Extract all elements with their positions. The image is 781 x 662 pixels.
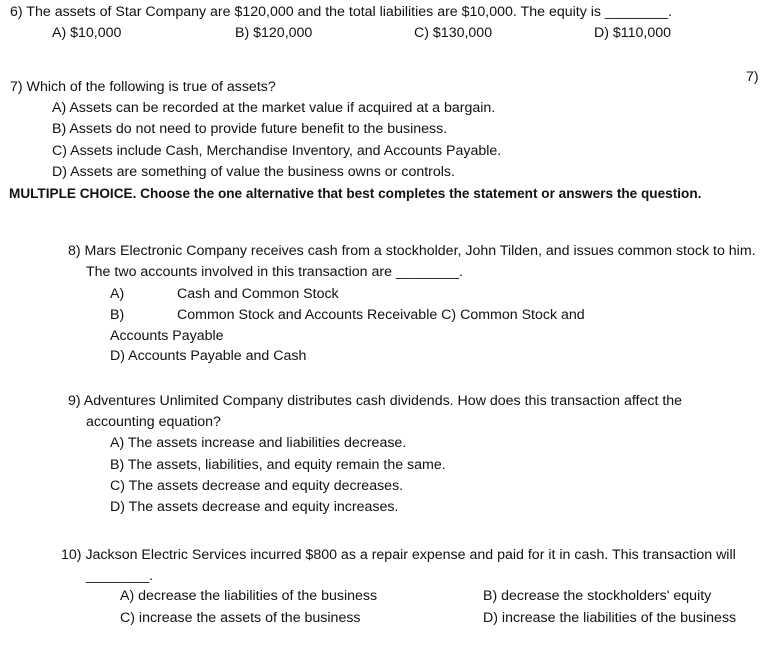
q8-option-b-continuation: Accounts Payable xyxy=(110,328,224,344)
q6-option-c: C) $130,000 xyxy=(414,25,493,41)
q10-stem-line2: ________. xyxy=(86,568,154,584)
q8-option-b-label: B) xyxy=(110,307,125,323)
q10-option-b: B) decrease the stockholders' equity xyxy=(483,588,712,604)
q9-option-d: D) The assets decrease and equity increases. xyxy=(110,499,399,515)
q7-stem: 7) Which of the following is true of assets? xyxy=(10,79,276,95)
q10-option-d: D) increase the liabilities of the business xyxy=(483,610,737,626)
q8-option-b-text: Common Stock and Accounts Receivable C) Common Stock and xyxy=(177,307,585,323)
q6-option-a: A) $10,000 xyxy=(52,25,122,41)
q7-option-c: C) Assets include Cash, Merchandise Inventory, and Accounts Payable. xyxy=(52,143,502,159)
q9-option-a: A) The assets increase and liabilities decrease. xyxy=(110,435,407,451)
q6-option-b: B) $120,000 xyxy=(235,25,313,41)
margin-question-number: 7) xyxy=(746,69,759,85)
q8-option-a-label: A) xyxy=(110,286,125,302)
q8-option-a-text: Cash and Common Stock xyxy=(177,286,339,302)
q6-option-d: D) $110,000 xyxy=(594,25,672,41)
q7-option-b: B) Assets do not need to provide future benefit to the business. xyxy=(52,121,448,137)
q9-option-b: B) The assets, liabilities, and equity remain the same. xyxy=(110,457,446,473)
q10-option-c: C) increase the assets of the business xyxy=(120,610,361,626)
q9-stem-line1: 9) Adventures Unlimited Company distributes cash dividends. How does this transaction affect the xyxy=(68,393,683,409)
q8-stem-line2: The two accounts involved in this transaction are ________. xyxy=(86,264,463,280)
q8-stem-line1: 8) Mars Electronic Company receives cash from a stockholder, John Tilden, and issues common stock to him. xyxy=(68,243,756,259)
q10-stem-line1: 10) Jackson Electric Services incurred $800 as a repair expense and paid for it in cash. This transaction will xyxy=(61,547,736,563)
q8-option-d: D) Accounts Payable and Cash xyxy=(110,348,307,364)
q7-option-a: A) Assets can be recorded at the market value if acquired at a bargain. xyxy=(52,100,496,116)
q6-stem: 6) The assets of Star Company are $120,000 and the total liabilities are $10,000. The equity is ________. xyxy=(10,4,672,20)
q9-option-c: C) The assets decrease and equity decreases. xyxy=(110,478,404,494)
q7-option-d: D) Assets are something of value the business owns or controls. xyxy=(52,164,455,180)
q10-option-a: A) decrease the liabilities of the business xyxy=(120,588,378,604)
q9-stem-line2: accounting equation? xyxy=(86,414,221,430)
section-heading: MULTIPLE CHOICE. Choose the one alternative that best completes the statement or answers the question. xyxy=(9,186,702,201)
